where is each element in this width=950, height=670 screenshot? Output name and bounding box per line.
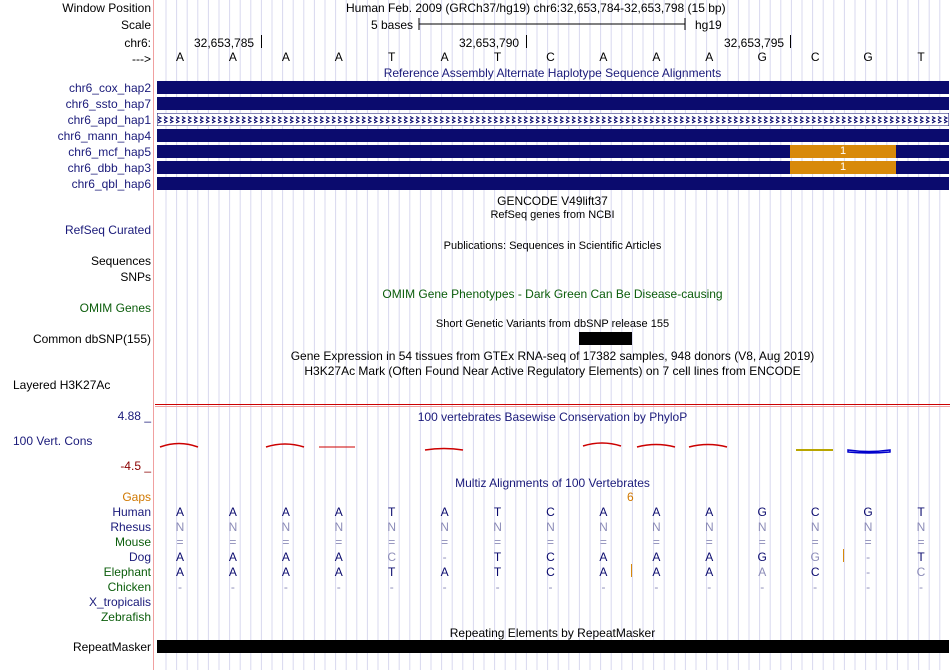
phylop-title[interactable]: 100 vertebrates Basewise Conservation by PhyloP — [417, 410, 688, 424]
h3k27ac-separator-pink — [155, 406, 950, 407]
omim-title[interactable]: OMIM Gene Phenotypes - Dark Green Can Be Disease-causing — [382, 287, 723, 301]
alignment-base: A — [334, 505, 343, 519]
phylop-wiggle[interactable] — [155, 436, 950, 460]
alignment-base: A — [652, 505, 661, 519]
alignment-base: = — [441, 535, 449, 549]
ref-base: A — [440, 50, 449, 64]
alignment-base: T — [493, 505, 502, 519]
alignment-base: N — [281, 520, 291, 534]
label-separator — [153, 0, 154, 670]
species-label: Dog — [128, 550, 151, 564]
track-label-mann[interactable]: chr6_mann_hap4 — [57, 129, 151, 143]
species-label: Zebrafish — [100, 610, 151, 624]
species-label: Rhesus — [110, 520, 151, 534]
alt-hap-bar-ssto[interactable] — [157, 97, 949, 110]
hap3-difference-block[interactable]: 1 — [790, 161, 896, 174]
alignment-base: A — [440, 505, 449, 519]
track-label-qbl[interactable]: chr6_qbl_hap6 — [71, 177, 151, 191]
alignment-base: N — [863, 520, 873, 534]
alignment-base: = — [494, 535, 502, 549]
alignment-base: = — [705, 535, 713, 549]
window-position-label: Window Position — [62, 1, 151, 15]
alignment-base: = — [652, 535, 660, 549]
alignment-base: - — [866, 580, 871, 594]
alignment-base: - — [548, 580, 553, 594]
alignment-base: N — [599, 520, 608, 534]
scale-db: hg19 — [695, 18, 722, 32]
alignment-base: C — [546, 550, 555, 564]
alignment-base: N — [704, 520, 714, 534]
alignment-base: A — [599, 505, 608, 519]
ref-base: A — [281, 50, 290, 64]
h3k27ac-title[interactable]: H3K27Ac Mark (Often Found Near Active Regulatory Elements) on 7 cell lines from ENCODE — [304, 364, 801, 378]
track-label-column — [0, 0, 153, 670]
alignment-base: G — [863, 505, 873, 519]
hap5-difference-block[interactable]: 1 — [790, 145, 896, 158]
track-label-omim[interactable]: OMIM Genes — [79, 301, 151, 315]
alignment-base: - — [495, 580, 500, 594]
alignment-base: A — [758, 565, 767, 579]
alignment-base: C — [546, 565, 555, 579]
alignment-base: N — [916, 520, 926, 534]
alignment-base: = — [282, 535, 290, 549]
alignment-base: C — [387, 550, 397, 564]
alignment-base: = — [335, 535, 343, 549]
alignment-base: A — [175, 565, 185, 579]
track-label-repeatmasker[interactable]: RepeatMasker — [72, 640, 151, 654]
ref-base: A — [228, 50, 237, 64]
alignment-base: - — [654, 580, 659, 594]
alignment-base: C — [810, 505, 820, 519]
alignment-base: - — [230, 580, 235, 594]
scale-bar — [418, 17, 688, 31]
track-label-sequences[interactable]: Sequences — [90, 254, 151, 268]
alignment-base: A — [599, 550, 608, 564]
alignment-base: - — [601, 580, 606, 594]
repeatmasker-title[interactable]: Repeating Elements by RepeatMasker — [449, 626, 656, 640]
species-label: Human — [112, 505, 151, 519]
track-label-dbb[interactable]: chr6_dbb_hap3 — [67, 161, 151, 175]
alt-haplotype-title[interactable]: Reference Assembly Alternate Haplotype Sequence Alignments — [383, 66, 722, 80]
alignment-base: C — [546, 505, 555, 519]
alt-hap-bar-mann[interactable] — [157, 129, 949, 142]
dog-insert-marker — [843, 549, 844, 562]
alignment-base: N — [757, 520, 767, 534]
track-label-refseq[interactable]: RefSeq Curated — [64, 223, 151, 237]
alignment-base: = — [546, 535, 555, 549]
alignment-base: = — [917, 535, 925, 549]
cons-min-label: -4.5 _ — [120, 459, 151, 473]
track-label-cons[interactable]: 100 Vert. Cons — [13, 434, 93, 448]
track-label-h3k27ac[interactable]: Layered H3K27Ac — [13, 378, 111, 392]
alignment-base: N — [493, 520, 502, 534]
alt-hap-bar-cox[interactable] — [157, 81, 949, 94]
ref-base: C — [810, 50, 820, 64]
gap-number: 6 — [627, 490, 634, 504]
alignment-base: - — [813, 580, 818, 594]
dbsnp-title[interactable]: Short Genetic Variants from dbSNP release 155 — [435, 318, 670, 330]
gtex-title[interactable]: Gene Expression in 54 tissues from GTEx RNA-seq of 17382 samples, 948 donors (V8, Aug 2019) — [290, 349, 815, 363]
alignment-base: N — [810, 520, 820, 534]
refseq-title[interactable]: RefSeq genes from NCBI — [490, 209, 615, 221]
ref-base: T — [388, 50, 396, 64]
assembly-position-text: Human Feb. 2009 (GRCh37/hg19) chr6:32,653,784-32,653,798 (15 bp) — [346, 1, 726, 15]
track-label-apd[interactable]: chr6_apd_hap1 — [67, 113, 151, 127]
ref-base: A — [334, 50, 343, 64]
ref-base: A — [652, 50, 661, 64]
species-label: Mouse — [114, 535, 151, 549]
alignment-base: G — [757, 550, 767, 564]
alignment-base: - — [919, 580, 924, 594]
alignment-base: A — [652, 565, 661, 579]
alignment-base: - — [707, 580, 712, 594]
ref-base: G — [863, 50, 873, 64]
species-label: Elephant — [103, 565, 151, 579]
position-tick-1: 32,653,785 — [194, 36, 255, 50]
alignment-base: C — [916, 565, 926, 579]
alignment-base: A — [228, 550, 237, 564]
strand-arrow-label: ---> — [132, 52, 151, 66]
alignment-base: = — [388, 535, 396, 549]
alignment-base: A — [228, 505, 237, 519]
alignment-base: - — [866, 550, 871, 564]
track-label-cox[interactable]: chr6_cox_hap2 — [68, 81, 151, 95]
elephant-insert-marker — [631, 564, 632, 577]
position-tick-3: 32,653,795 — [724, 36, 785, 50]
chrom-label: chr6: — [124, 36, 151, 50]
track-label-dbsnp[interactable]: Common dbSNP(155) — [32, 332, 151, 346]
alignment-base: A — [334, 565, 343, 579]
gencode-title[interactable]: GENCODE V49lift37 — [497, 194, 608, 208]
alignment-base: - — [442, 550, 447, 564]
alt-hap-bar-apd[interactable] — [157, 113, 949, 126]
dbsnp-variant-block[interactable] — [579, 332, 632, 345]
alignment-base: A — [652, 550, 661, 564]
ref-base: T — [917, 50, 925, 64]
species-label: X_tropicalis — [88, 595, 151, 609]
alignment-base: A — [281, 550, 290, 564]
h3k27ac-separator-red — [155, 404, 950, 405]
alignment-base: - — [283, 580, 288, 594]
alignment-base: T — [388, 505, 396, 519]
tick-3 — [790, 35, 791, 48]
alignment-base: A — [334, 550, 343, 564]
alignment-base: N — [546, 520, 555, 534]
alignment-base: A — [281, 505, 290, 519]
track-label-mcf[interactable]: chr6_mcf_hap5 — [68, 145, 151, 159]
alignment-base: - — [389, 580, 394, 594]
ref-base: A — [705, 50, 714, 64]
alignment-base: - — [442, 580, 447, 594]
alignment-base: T — [917, 505, 925, 519]
alignment-base: A — [175, 505, 185, 519]
alignment-base: N — [652, 520, 661, 534]
alignment-base: A — [705, 565, 714, 579]
multiz-title[interactable]: Multiz Alignments of 100 Vertebrates — [455, 476, 650, 490]
alignment-base: N — [175, 520, 185, 534]
alignment-base: A — [705, 550, 714, 564]
gaps-label: Gaps — [122, 490, 151, 504]
alignment-base: T — [388, 565, 396, 579]
alignment-base: = — [599, 535, 607, 549]
publications-title[interactable]: Publications: Sequences in Scientific Articles — [443, 240, 662, 252]
alignment-base: = — [864, 535, 872, 549]
alignment-base: = — [811, 535, 819, 549]
alignment-base: - — [866, 565, 871, 579]
alignment-base: A — [440, 565, 449, 579]
alignment-base: A — [599, 565, 608, 579]
cons-max-label: 4.88 _ — [117, 409, 151, 423]
alignment-base: A — [228, 565, 237, 579]
alignment-base: T — [493, 565, 502, 579]
alignment-base: - — [760, 580, 765, 594]
alt-hap-bar-qbl[interactable] — [157, 177, 949, 190]
species-label: Chicken — [107, 580, 151, 594]
alignment-base: = — [758, 535, 766, 549]
track-label-snps[interactable]: SNPs — [120, 270, 151, 284]
scale-label: Scale — [120, 18, 151, 32]
alignment-base: N — [387, 520, 397, 534]
alignment-base: = — [176, 535, 184, 549]
repeatmasker-bar[interactable] — [157, 640, 949, 653]
track-label-ssto[interactable]: chr6_ssto_hap7 — [65, 97, 151, 111]
tick-1 — [261, 35, 262, 48]
ref-base: A — [175, 50, 185, 64]
alignment-base: G — [810, 550, 820, 564]
alignment-base: A — [281, 565, 290, 579]
alignment-base: G — [757, 505, 767, 519]
alignment-base: - — [178, 580, 182, 594]
alignment-base: N — [334, 520, 344, 534]
alignment-base: N — [440, 520, 449, 534]
alignment-base: = — [229, 535, 237, 549]
ref-base: A — [599, 50, 608, 64]
ref-base: G — [757, 50, 767, 64]
ref-base: C — [546, 50, 555, 64]
alignment-base: T — [917, 550, 925, 564]
alignment-base: N — [228, 520, 238, 534]
alignment-base: T — [493, 550, 502, 564]
alignment-base: A — [175, 550, 185, 564]
alignment-base: - — [336, 580, 341, 594]
scale-text: 5 bases — [371, 18, 414, 32]
alignment-base: C — [810, 565, 820, 579]
position-tick-2: 32,653,790 — [459, 36, 520, 50]
tick-2 — [526, 35, 527, 48]
alignment-base: A — [705, 505, 714, 519]
ref-base: T — [493, 50, 502, 64]
